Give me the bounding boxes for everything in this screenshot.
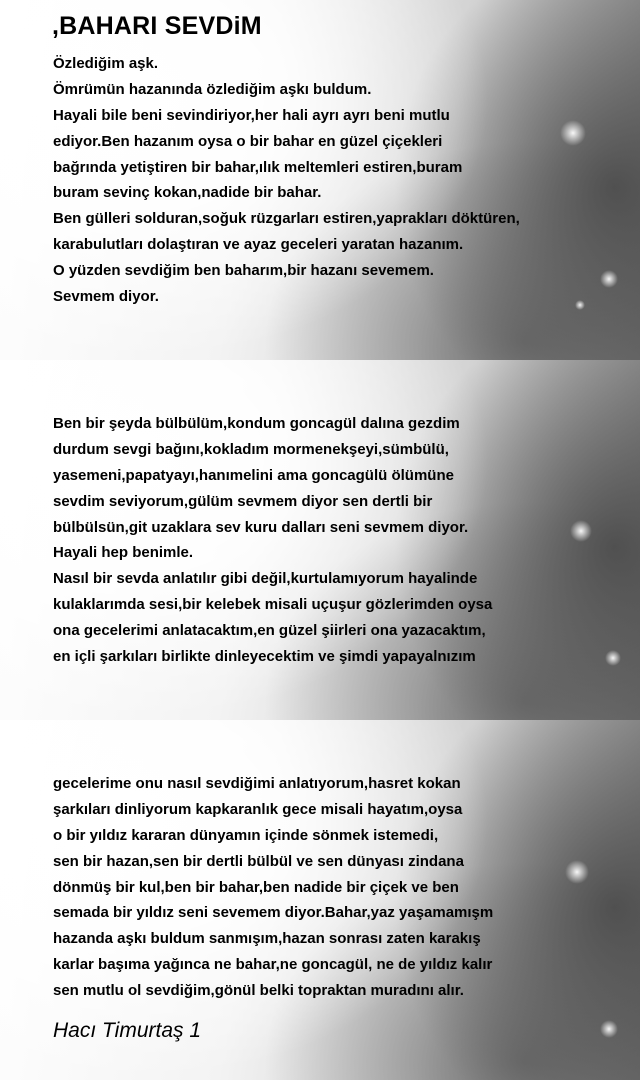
poem-line: şarkıları dinliyorum kapkaranlık gece misali hayatım,oysa <box>53 800 463 818</box>
poem-line: sevdim seviyorum,gülüm sevmem diyor sen dertli bir <box>53 492 433 510</box>
poem-panel-2 <box>0 360 640 720</box>
poem-line: o bir yıldız kararan dünyamın içinde sönmek istemedi, <box>53 826 439 844</box>
poem-line: bülbülsün,git uzaklara sev kuru dalları seni sevmem diyor. <box>53 518 469 536</box>
poem-line: ona gecelerimi anlatacaktım,en güzel şiirleri ona yazacaktım, <box>53 622 486 640</box>
bokeh-light <box>570 520 592 542</box>
poem-line: bağrında yetiştiren bir bahar,ılık meltemleri estiren,buram <box>53 158 463 176</box>
poem-line: durdum sevgi bağını,kokladım mormenekşeyi,sümbülü, <box>53 440 449 458</box>
poem-line: sen mutlu ol sevdiğim,gönül belki topraktan muradını alır. <box>53 982 464 1000</box>
poem-line: Ömrümün hazanında özlediğim aşkı buldum. <box>53 80 372 98</box>
poem-line: Hayali bile beni sevindiriyor,her hali ayrı ayrı beni mutlu <box>53 106 450 124</box>
poem-line: semada bir yıldız seni sevemem diyor.Bahar,yaz yaşamamışm <box>53 904 494 922</box>
poem-line: O yüzden sevdiğim ben baharım,bir hazanı sevemem. <box>53 262 434 280</box>
bokeh-light <box>560 120 586 146</box>
poem-line: Hayali hep benimle. <box>53 544 194 562</box>
poem-stanza-3 <box>53 771 493 1004</box>
poem-line: ediyor.Ben hazanım oysa o bir bahar en güzel çiçekleri <box>53 132 443 150</box>
poem-stanza-1 <box>53 51 520 310</box>
bokeh-light <box>605 650 621 666</box>
bokeh-light <box>600 270 618 288</box>
poem-line: Özlediğim aşk. <box>53 55 159 72</box>
bokeh-light <box>575 300 585 310</box>
poem-line: sen bir hazan,sen bir dertli bülbül ve sen dünyası zindana <box>53 852 464 870</box>
poem-line: buram sevinç kokan,nadide bir bahar. <box>53 184 322 202</box>
author-signature: Hacı Timurtaş 1 <box>53 1019 202 1042</box>
poem-line: Sevmem diyor. <box>53 288 159 306</box>
poem-line: gecelerime onu nasıl sevdiğimi anlatıyorum,hasret kokan <box>53 775 461 792</box>
poem-line: kulaklarımda sesi,bir kelebek misali uçuşur gözlerimden oysa <box>53 596 493 614</box>
poem-line: karlar başıma yağınca ne bahar,ne goncagül, ne de yıldız kalır <box>53 956 493 974</box>
poem-title: ,BAHARI SEVDiM <box>52 12 262 40</box>
poem-line: dönmüş bir kul,ben bir bahar,ben nadide bir çiçek ve ben <box>53 878 459 896</box>
poem-line: en içli şarkıları birlikte dinleyecektim ve şimdi yapayalnızım <box>53 648 476 666</box>
bokeh-light <box>565 860 589 884</box>
poem-line: Ben gülleri solduran,soğuk rüzgarları estiren,yaprakları döktüren, <box>53 210 520 228</box>
poem-stanza-2 <box>53 411 492 670</box>
poem-line: karabulutları dolaştıran ve ayaz geceleri yaratan hazanım. <box>53 236 464 254</box>
poem-panel-1 <box>0 0 640 360</box>
poem-line: Ben bir şeyda bülbülüm,kondum goncagül dalına gezdim <box>53 415 460 432</box>
poem-line: hazanda aşkı buldum sanmışım,hazan sonrası zaten karakış <box>53 930 481 948</box>
poem-panel-3 <box>0 720 640 1080</box>
poem-line: yasemeni,papatyayı,hanımelini ama goncagülü ölümüne <box>53 466 454 484</box>
bokeh-light <box>600 1020 618 1038</box>
poem-line: Nasıl bir sevda anlatılır gibi değil,kurtulamıyorum hayalinde <box>53 570 478 588</box>
